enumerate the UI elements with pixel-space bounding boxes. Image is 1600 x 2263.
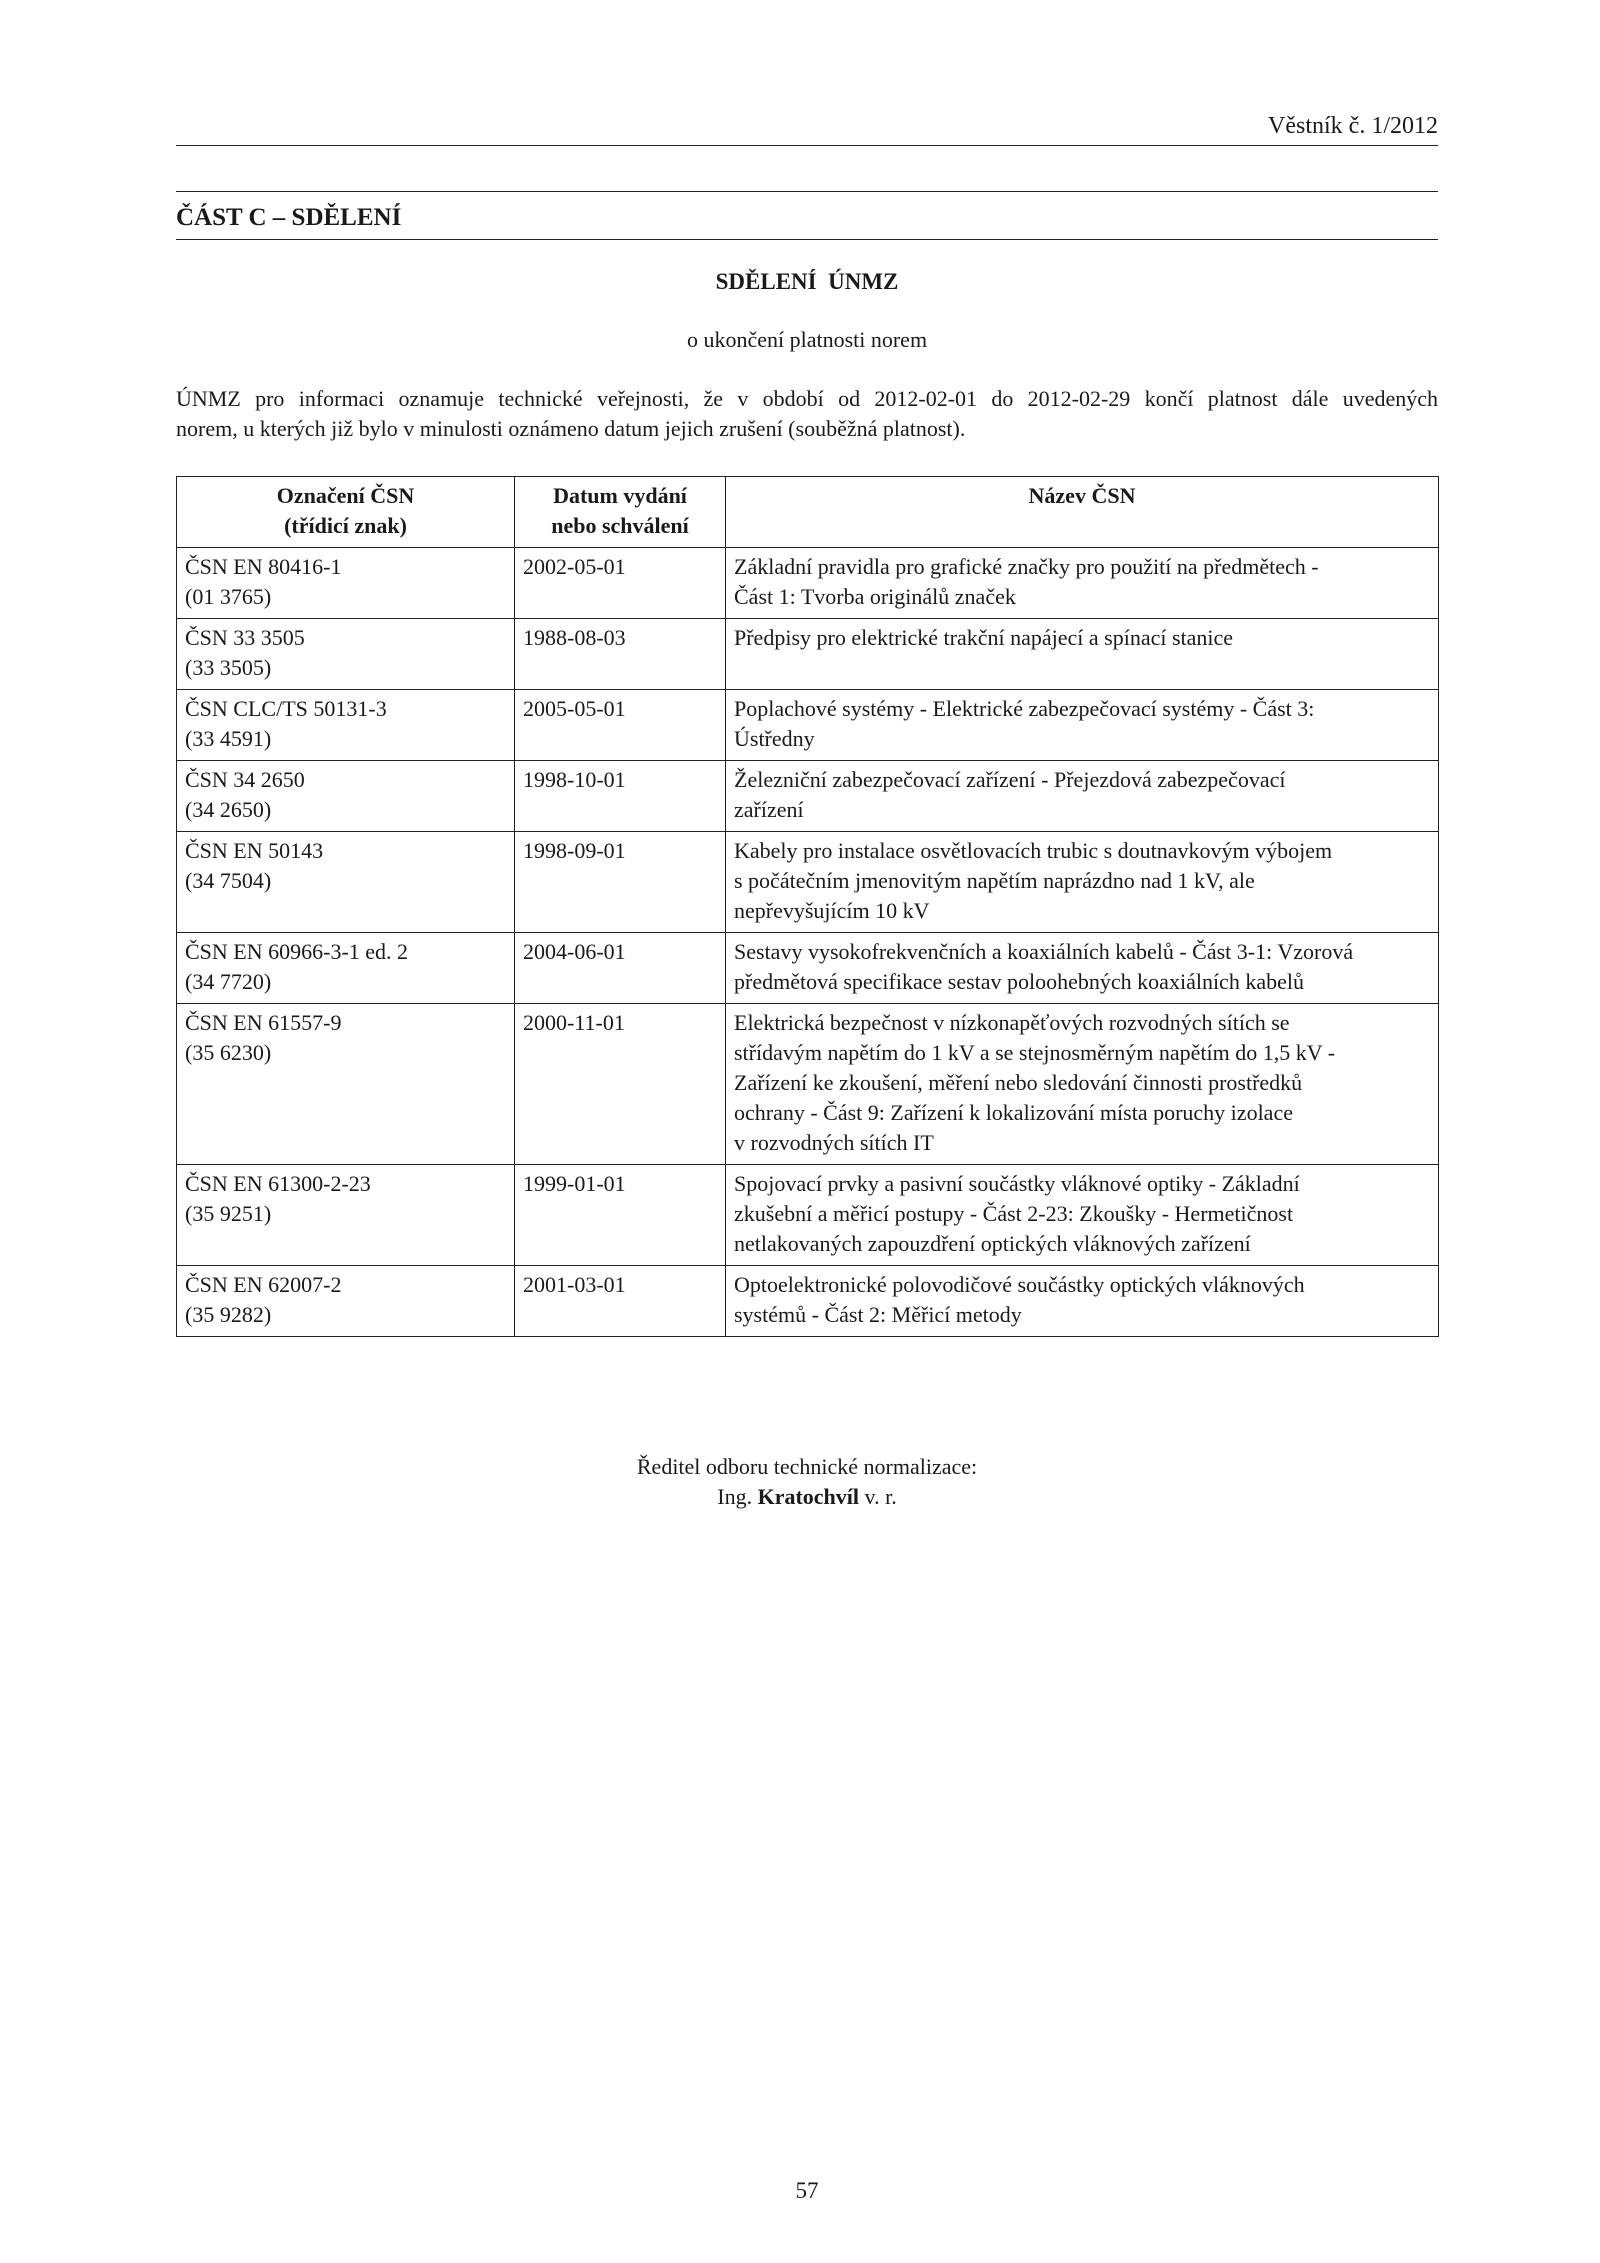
cell-designation — [177, 1266, 515, 1337]
norm-date: 1999-01-01 — [523, 1171, 626, 1196]
cell-title — [726, 1004, 1439, 1165]
norm-designation: ČSN EN 61557-9 — [185, 1010, 342, 1035]
page-number: 57 — [795, 2178, 819, 2203]
table-row — [177, 1266, 1439, 1337]
cell-title — [726, 548, 1439, 619]
norm-date: 2000-11-01 — [523, 1010, 625, 1035]
norm-title-line: předmětová specifikace sestav poloohebných koaxiálních kabelů — [734, 969, 1304, 994]
norm-class-code: (34 7720) — [185, 969, 272, 994]
signature-name: Kratochvíl — [757, 1484, 860, 1509]
cell-date — [515, 1165, 726, 1266]
cell-title — [726, 832, 1439, 933]
signature-block — [176, 1452, 1438, 1512]
norm-title-line: s počátečním jmenovitým napětím naprázdno nad 1 kV, ale — [734, 868, 1255, 893]
cell-date — [515, 1004, 726, 1165]
norm-class-code: (01 3765) — [185, 584, 272, 609]
norm-title-line: Základní pravidla pro grafické značky pro použití na předmětech - — [734, 554, 1319, 579]
signature-suffix: v. r. — [864, 1484, 897, 1509]
header-title — [726, 477, 1439, 548]
signature-role: Ředitel odboru technické normalizace: — [636, 1454, 978, 1479]
table-row — [177, 933, 1439, 1004]
norm-class-code: (34 7504) — [185, 868, 272, 893]
table-header-row — [177, 477, 1439, 548]
cell-date — [515, 619, 726, 690]
part-top-rule — [176, 191, 1438, 192]
cell-title — [726, 619, 1439, 690]
norm-title-line: Část 1: Tvorba originálů značek — [734, 584, 1016, 609]
norm-title-line: Předpisy pro elektrické trakční napájecí a spínací stanice — [734, 625, 1234, 650]
norm-designation: ČSN EN 50143 — [185, 838, 324, 863]
intro-line: ÚNMZ pro informaci oznamuje technické veřejnosti, že v období od 2012-02-01 do 2012-02-29 končí platnost dále uvedených — [176, 386, 1438, 411]
cell-date — [515, 1266, 726, 1337]
table-row — [177, 1004, 1439, 1165]
part-bottom-rule — [176, 239, 1438, 240]
header-designation-subline: (třídicí znak) — [284, 513, 407, 538]
document-page — [176, 0, 1438, 2263]
norm-date: 1988-08-03 — [523, 625, 626, 650]
norm-title-line: systémů - Část 2: Měřicí metody — [734, 1302, 1022, 1327]
cell-title — [726, 690, 1439, 761]
table-row — [177, 690, 1439, 761]
cell-title — [726, 933, 1439, 1004]
cell-date — [515, 690, 726, 761]
cell-designation — [177, 832, 515, 933]
cell-designation — [177, 1004, 515, 1165]
cell-title — [726, 1266, 1439, 1337]
norm-class-code: (35 6230) — [185, 1040, 272, 1065]
cell-date — [515, 761, 726, 832]
norm-date: 2004-06-01 — [523, 939, 626, 964]
header-designation — [177, 477, 515, 548]
cell-date — [515, 832, 726, 933]
table-row — [177, 548, 1439, 619]
notice-subtitle: o ukončení platnosti norem — [686, 327, 928, 352]
header-designation-line: Označení ČSN — [276, 483, 415, 508]
header-date — [515, 477, 726, 548]
norm-class-code: (34 2650) — [185, 797, 272, 822]
norm-title-line: Sestavy vysokofrekvenčních a koaxiálních kabelů - Část 3-1: Vzorová — [734, 939, 1354, 964]
header-date-subline: nebo schválení — [551, 513, 689, 538]
norm-class-code: (35 9282) — [185, 1302, 272, 1327]
cell-title — [726, 761, 1439, 832]
norm-title-line: Elektrická bezpečnost v nízkonapěťových rozvodných sítích se — [734, 1010, 1290, 1035]
cell-date — [515, 548, 726, 619]
intro-line: norem, u kterých již bylo v minulosti oznámeno datum jejich zrušení (souběžná platnost). — [176, 416, 966, 441]
norm-designation: ČSN 33 3505 — [185, 625, 305, 650]
table-row — [177, 761, 1439, 832]
norm-date: 2005-05-01 — [523, 696, 626, 721]
norm-date: 2001-03-01 — [523, 1272, 626, 1297]
cell-title — [726, 1165, 1439, 1266]
norm-title-line: Kabely pro instalace osvětlovacích trubic s doutnavkovým výbojem — [734, 838, 1333, 863]
running-head: Věstník č. 1/2012 — [1268, 113, 1438, 139]
table-row — [177, 832, 1439, 933]
norm-class-code: (35 9251) — [185, 1201, 272, 1226]
norm-title-line: Spojovací prvky a pasivní součástky vláknové optiky - Základní — [734, 1171, 1300, 1196]
norm-designation: ČSN 34 2650 — [185, 767, 305, 792]
norm-class-code: (33 3505) — [185, 655, 272, 680]
cell-designation — [177, 761, 515, 832]
cell-designation — [177, 548, 515, 619]
norm-class-code: (33 4591) — [185, 726, 272, 751]
norm-title-line: nepřevyšujícím 10 kV — [734, 898, 930, 923]
intro-paragraph — [176, 384, 1438, 444]
norm-designation: ČSN EN 80416-1 — [185, 554, 342, 579]
norm-date: 1998-09-01 — [523, 838, 626, 863]
norm-designation: ČSN CLC/TS 50131-3 — [185, 696, 387, 721]
norm-title-line: střídavým napětím do 1 kV a se stejnosměrným napětím do 1,5 kV - — [734, 1040, 1336, 1065]
norm-title-line: zkušební a měřicí postupy - Část 2-23: Zkoušky - Hermetičnost — [734, 1201, 1294, 1226]
cell-date — [515, 933, 726, 1004]
norm-title-line: Ústředny — [734, 726, 815, 751]
cell-designation — [177, 619, 515, 690]
cell-designation — [177, 933, 515, 1004]
cell-designation — [177, 690, 515, 761]
header-title-line: Název ČSN — [1028, 483, 1136, 508]
norm-title-line: v rozvodných sítích IT — [734, 1130, 934, 1155]
table-row — [177, 619, 1439, 690]
norm-title-line: Poplachové systémy - Elektrické zabezpečovací systémy - Část 3: — [734, 696, 1315, 721]
norm-title-line: Optoelektronické polovodičové součástky optických vláknových — [734, 1272, 1305, 1297]
norm-title-line: zařízení — [734, 797, 804, 822]
norm-designation: ČSN EN 60966-3-1 ed. 2 — [185, 939, 409, 964]
cell-designation — [177, 1165, 515, 1266]
norm-date: 1998-10-01 — [523, 767, 626, 792]
norm-designation: ČSN EN 62007-2 — [185, 1272, 342, 1297]
header-date-line: Datum vydání — [553, 483, 687, 508]
header-rule — [176, 145, 1438, 146]
norm-title-line: Železniční zabezpečovací zařízení - Přejezdová zabezpečovací — [734, 767, 1286, 792]
signature-prefix: Ing. — [717, 1484, 753, 1509]
notice-title: SDĚLENÍ ÚNMZ — [715, 269, 899, 294]
norm-date: 2002-05-01 — [523, 554, 626, 579]
norm-designation: ČSN EN 61300-2-23 — [185, 1171, 371, 1196]
part-heading: ČÁST C – SDĚLENÍ — [176, 204, 402, 231]
norm-title-line: ochrany - Část 9: Zařízení k lokalizování místa poruchy izolace — [734, 1100, 1293, 1125]
norms-table — [176, 476, 1439, 1337]
signature-name-line — [176, 1482, 1438, 1512]
table-row — [177, 1165, 1439, 1266]
norm-title-line: Zařízení ke zkoušení, měření nebo sledování činnosti prostředků — [734, 1070, 1303, 1095]
norms-table-body — [177, 548, 1439, 1337]
norm-title-line: netlakovaných zapouzdření optických vláknových zařízení — [734, 1231, 1251, 1256]
